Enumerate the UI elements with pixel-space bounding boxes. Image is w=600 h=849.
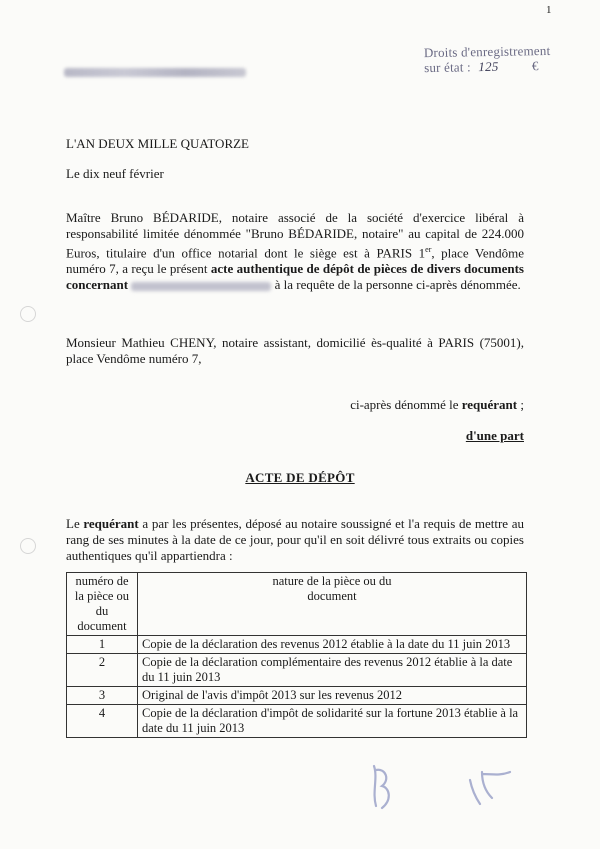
intro-part2: , place Vendôme numéro 7, a reçu le présent	[66, 245, 524, 277]
row-description: Original de l'avis d'impôt 2013 sur les revenus 2012	[138, 687, 527, 705]
table-row	[67, 636, 527, 654]
intro-part3: à la requête de la personne ci-après dénommée.	[271, 277, 521, 293]
date-line: Le dix neuf février	[66, 166, 164, 181]
header-nature	[138, 573, 527, 636]
row-description: Copie de la déclaration complémentaire des revenus 2012 établie à la date du 11 juin 2013	[138, 654, 527, 687]
initial-mark-1	[374, 766, 389, 808]
deposit-bold: requérant	[83, 516, 139, 531]
stamp-line1: Droits d'enregistrement	[423, 42, 551, 61]
table-row	[67, 687, 527, 705]
binding-hole	[20, 538, 36, 554]
deposit-rest: a par les présentes, déposé au notaire soussigné et l'a requis de mettre au rang de ses minutes à la date de ce jour, pour qu'il en soit délivré tous extraits ou copies authentiques qu'il appartiendra :	[66, 516, 524, 563]
row-number: 4	[67, 705, 138, 738]
designation-prefix: ci-après dénommé le	[350, 397, 462, 412]
row-number: 2	[67, 654, 138, 687]
intro-bold: acte authentique de dépôt de pièces de divers documents concernant	[66, 261, 524, 293]
header-number: numéro de la pièce ou du document	[67, 573, 138, 636]
header-nature-text: nature de la pièce ou du document	[272, 574, 392, 603]
redacted-reference	[64, 68, 246, 77]
documents-table	[66, 572, 527, 738]
stamp-line2	[424, 58, 551, 75]
redacted-name	[131, 282, 271, 291]
part-label: d'une part	[465, 428, 524, 443]
table-header-row	[67, 573, 527, 636]
row-description: Copie de la déclaration d'impôt de solidarité sur la fortune 2013 établie à la date du 11 juin 2013	[138, 705, 527, 738]
stamp-amount: 125	[478, 58, 499, 75]
deposit-paragraph	[66, 516, 524, 564]
binding-hole	[20, 306, 36, 322]
designation-suffix: ;	[517, 397, 524, 412]
heading-year: L'AN DEUX MILLE QUATORZE	[66, 136, 249, 151]
party-paragraph: Monsieur Mathieu CHENY, notaire assistant, domicilié ès-qualité à PARIS (75001), place Vendôme numéro 7,	[66, 335, 524, 366]
table-row	[67, 654, 527, 687]
designation-bold: requérant	[461, 397, 518, 412]
row-number: 3	[67, 687, 138, 705]
handwritten-initials	[360, 758, 560, 818]
row-number: 1	[67, 636, 138, 654]
intro-paragraph	[66, 210, 524, 293]
deposit-prefix: Le	[66, 516, 84, 531]
intro-part1: Maître Bruno BÉDARIDE, notaire associé de la société d'exercice libéral à responsabilité limitée dénommée "Bruno BÉDARIDE, notaire" au capital de 224.000 Euros, titulaire d'un office notarial dont le siège est à PARIS 1	[66, 210, 524, 261]
designation-line	[350, 397, 524, 413]
registration-stamp	[424, 43, 551, 75]
table-row	[67, 705, 527, 738]
row-description: Copie de la déclaration des revenus 2012 établie à la date du 11 juin 2013	[138, 636, 527, 654]
intro-sup: er	[425, 245, 432, 254]
stamp-currency: €	[531, 58, 539, 74]
initial-mark-2	[470, 772, 510, 804]
section-title: ACTE DE DÉPÔT	[245, 470, 355, 485]
page-number: 1	[546, 4, 552, 16]
stamp-label: sur état :	[424, 59, 472, 76]
